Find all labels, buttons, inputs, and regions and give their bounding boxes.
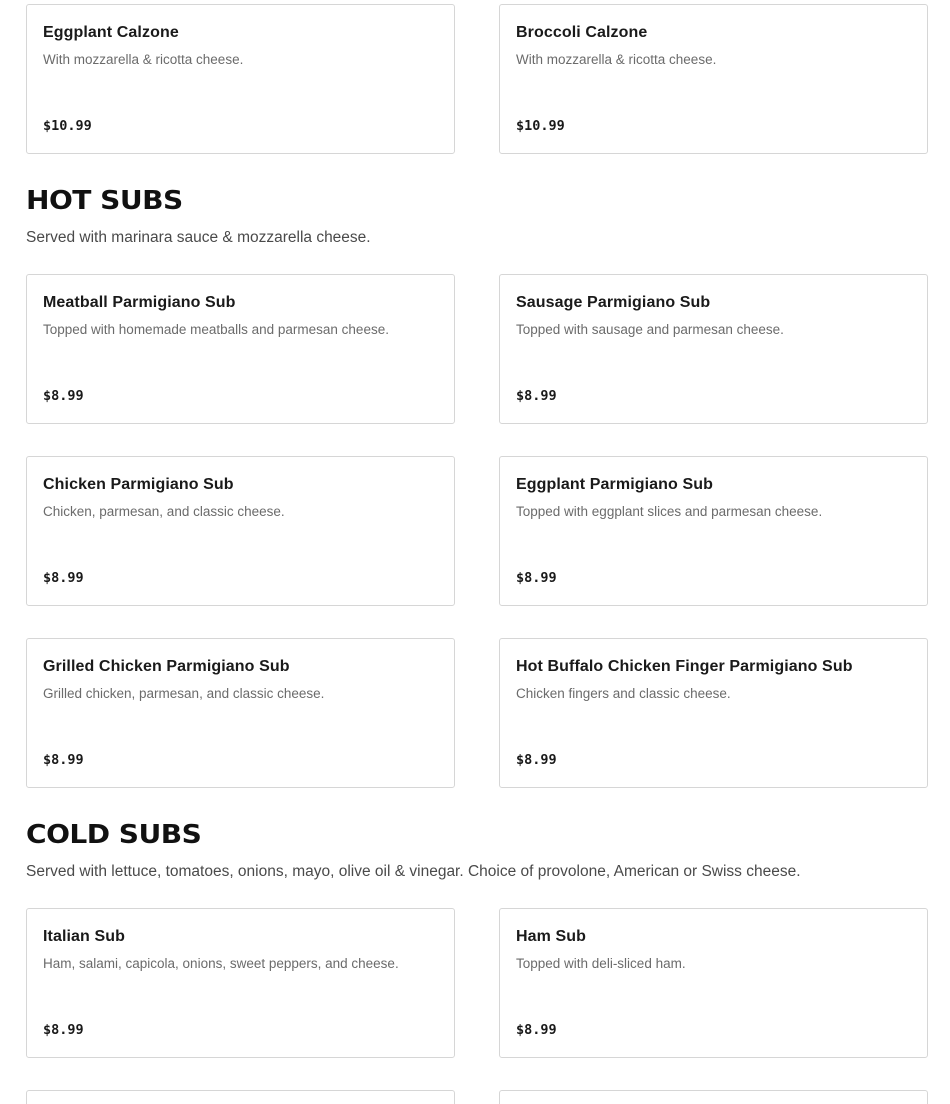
item-name: Grilled Chicken Parmigiano Sub [43, 658, 290, 675]
menu-item-card[interactable] [26, 908, 455, 1058]
item-name: Eggplant Calzone [43, 24, 179, 41]
item-price: $8.99 [516, 1022, 557, 1038]
menu-row [26, 4, 928, 154]
item-description: Chicken fingers and classic cheese. [516, 686, 731, 701]
menu-row [26, 908, 928, 1058]
item-price: $8.99 [516, 752, 557, 768]
item-price: $8.99 [43, 1022, 84, 1038]
section-description-hot-subs: Served with marinara sauce & mozzarella cheese. [26, 229, 371, 246]
menu-item-card[interactable] [499, 274, 928, 424]
item-name: Eggplant Parmigiano Sub [516, 476, 713, 493]
menu-item-card[interactable] [26, 4, 455, 154]
item-name: Italian Sub [43, 928, 125, 945]
item-price: $10.99 [43, 118, 92, 134]
menu-item-card[interactable] [499, 4, 928, 154]
item-description: Topped with homemade meatballs and parmesan cheese. [43, 322, 389, 337]
menu-row [26, 638, 928, 788]
item-name: Hot Buffalo Chicken Finger Parmigiano Sub [516, 658, 853, 675]
item-name: Chicken Parmigiano Sub [43, 476, 234, 493]
item-description: Topped with sausage and parmesan cheese. [516, 322, 784, 337]
item-name: Meatball Parmigiano Sub [43, 294, 236, 311]
menu-item-card[interactable] [26, 1090, 455, 1104]
item-price: $10.99 [516, 118, 565, 134]
item-price: $8.99 [516, 388, 557, 404]
menu-item-card[interactable] [26, 274, 455, 424]
item-description: With mozzarella & ricotta cheese. [516, 52, 717, 67]
menu-item-card[interactable] [499, 456, 928, 606]
menu-item-card[interactable] [26, 638, 455, 788]
menu-row [26, 456, 928, 606]
item-price: $8.99 [516, 570, 557, 586]
item-price: $8.99 [43, 570, 84, 586]
item-description: Grilled chicken, parmesan, and classic cheese. [43, 686, 325, 701]
item-description: With mozzarella & ricotta cheese. [43, 52, 244, 67]
menu-item-card[interactable] [26, 456, 455, 606]
item-price: $8.99 [43, 388, 84, 404]
menu-item-card[interactable] [499, 1090, 928, 1104]
item-name: Ham Sub [516, 928, 587, 945]
menu-row [26, 274, 928, 424]
section-description-cold-subs: Served with lettuce, tomatoes, onions, mayo, olive oil & vinegar. Choice of provolone, American or Swiss cheese. [26, 863, 801, 880]
menu-item-card[interactable] [499, 908, 928, 1058]
item-name: Sausage Parmigiano Sub [516, 294, 711, 311]
item-description: Topped with deli-sliced ham. [516, 956, 686, 971]
section-title-cold-subs: COLD SUBS [26, 820, 202, 850]
menu-item-card[interactable] [499, 638, 928, 788]
item-description: Topped with eggplant slices and parmesan cheese. [516, 504, 823, 519]
item-description: Chicken, parmesan, and classic cheese. [43, 504, 285, 519]
item-name: Broccoli Calzone [516, 24, 648, 41]
menu-row [26, 1090, 928, 1104]
section-title-hot-subs: HOT SUBS [26, 186, 183, 216]
item-price: $8.99 [43, 752, 84, 768]
item-description: Ham, salami, capicola, onions, sweet peppers, and cheese. [43, 956, 399, 971]
